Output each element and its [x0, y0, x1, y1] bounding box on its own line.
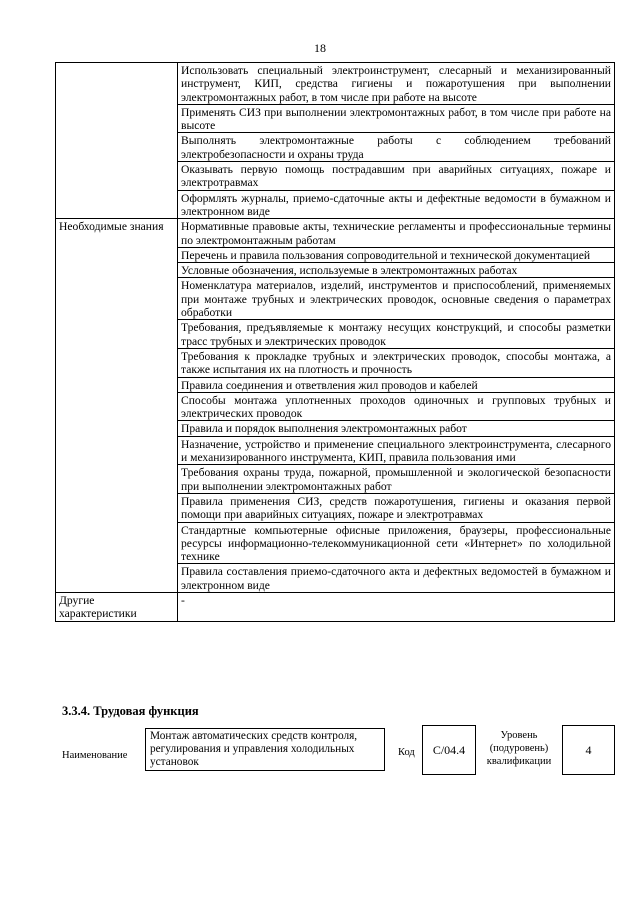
page-number: 18 — [314, 41, 326, 55]
row-category — [56, 63, 178, 219]
table-row — [56, 592, 615, 621]
row-text: Назначение, устройство и применение специального электроинструмента, слесарного и механизированного инструмента, КИП, правила пользования ими — [178, 436, 615, 465]
row-text: Перечень и правила пользования сопроводительной и технической документацией — [178, 247, 615, 262]
table-row — [56, 63, 615, 105]
row-category-knowledge: Необходимые знания — [56, 219, 178, 593]
qualification-level-label: Уровень (подуровень) квалификации — [486, 730, 552, 767]
row-text: Стандартные компьютерные офисные приложения, браузеры, профессиональные ресурсы информационно-телекоммуникационной сети «Интернет» по холодильной технике — [178, 522, 615, 564]
row-text: Оформлять журналы, приемо-сдаточные акты и дефектные ведомости в бумажном и электронном виде — [178, 190, 615, 219]
section-title: 3.3.4. Трудовая функция — [62, 704, 199, 718]
row-text: Правила применения СИЗ, средств пожаротушения, гигиены и оказания первой помощи при аварийных ситуациях, пожаре и электротравмах — [178, 493, 615, 522]
qualification-level-box: 4 — [562, 725, 615, 775]
name-label: Наименование — [62, 750, 128, 761]
row-text: Применять СИЗ при выполнении электромонтажных работ, в том числе при работе на высоте — [178, 104, 615, 133]
row-text: - — [178, 592, 615, 621]
row-text: Оказывать первую помощь пострадавшим при аварийных ситуациях, пожаре и электротравмах — [178, 162, 615, 191]
row-text: Выполнять электромонтажные работы с соблюдением требований электробезопасности и охраны труда — [178, 133, 615, 162]
row-text: Нормативные правовые акты, технические регламенты и профессиональные термины по электромонтажным работам — [178, 219, 615, 248]
row-text: Способы монтажа уплотненных проходов одиночных и групповых трубных и электрических проводок — [178, 392, 615, 421]
row-text: Правила составления приемо-сдаточного акта и дефектных ведомостей в бумажном и электронном виде — [178, 564, 615, 593]
row-text: Условные обозначения, используемые в электромонтажных работах — [178, 263, 615, 278]
code-value-box: C/04.4 — [422, 725, 476, 775]
row-text: Номенклатура материалов, изделий, инструментов и приспособлений, применяемых при монтаже трубных и электрических проводок, основные сведения о параметрах обработки — [178, 278, 615, 320]
row-text: Правила и порядок выполнения электромонтажных работ — [178, 421, 615, 436]
labor-function-header — [0, 725, 640, 795]
skills-knowledge-table — [55, 62, 615, 622]
row-text: Требования, предъявляемые к монтажу несущих конструкций, и способы разметки трасс трубных и электрических проводок — [178, 320, 615, 349]
row-text: Требования к прокладке трубных и электрических проводок, способы монтажа, а также испытания их на плотность и прочность — [178, 348, 615, 377]
row-text: Использовать специальный электроинструмент, слесарный и механизированный инструмент, КИП, средства гигиены и пожаротушения при выполнении электромонтажных работ, в том числе при работе на высоте — [178, 63, 615, 105]
row-text: Правила соединения и ответвления жил проводов и кабелей — [178, 377, 615, 392]
table-row — [56, 219, 615, 248]
code-label: Код — [398, 747, 415, 758]
name-value-box: Монтаж автоматических средств контроля, регулирования и управления холодильных установок — [145, 728, 385, 771]
row-category-other: Другие характеристики — [56, 592, 178, 621]
row-text: Требования охраны труда, пожарной, промышленной и экологической безопасности при выполнении электромонтажных работ — [178, 465, 615, 494]
